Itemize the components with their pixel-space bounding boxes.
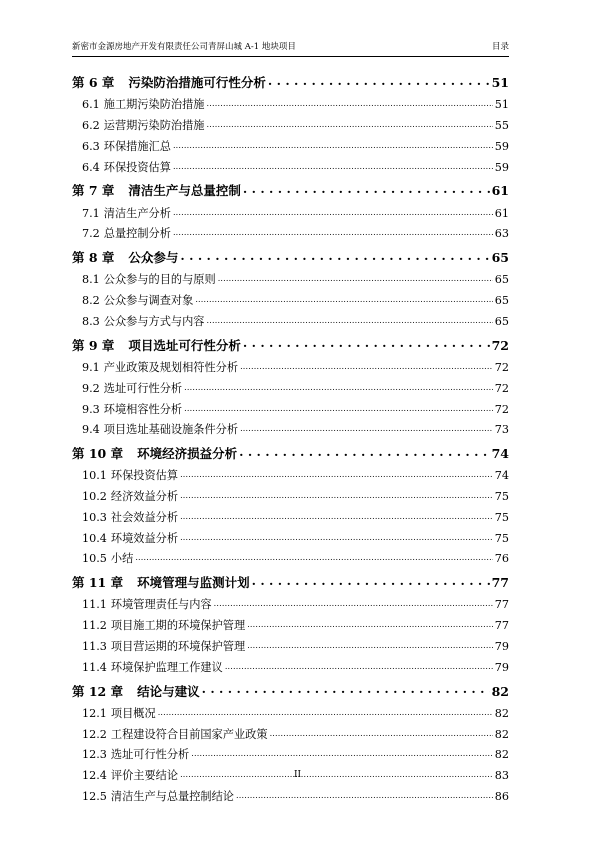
toc-section-number: 12.1 [82,706,107,720]
toc-section-label [82,95,205,116]
toc-chapter-entry[interactable] [72,245,509,270]
toc-chapter-number: 第 11 章 [72,575,124,591]
toc-section-page: 76 [494,552,509,566]
toc-section-label [82,116,205,137]
toc-section-number: 9.3 [82,402,100,416]
dot-leader [247,639,493,650]
toc-section-entry[interactable] [72,137,509,158]
toc-section-title: 经济效益分析 [110,490,179,504]
dot-leader [252,575,490,588]
toc-section-title: 施工期污染防治措施 [103,98,205,112]
toc-chapter-label [72,70,266,95]
dot-leader [173,139,493,150]
toc-section-label [82,725,268,746]
toc-section-page: 61 [494,206,509,220]
toc-section-label [82,745,189,766]
toc-section-title: 环境管理责任与内容 [110,598,212,612]
toc-chapter-number: 第 12 章 [72,683,124,699]
toc-section-label [82,616,245,637]
toc-section-page: 83 [494,769,509,783]
toc-section-page: 65 [494,314,509,328]
toc-section-label [82,704,156,725]
toc-chapter-page: 61 [491,183,509,199]
toc-section-number: 10.5 [82,552,107,566]
toc-section-entry[interactable] [72,95,509,116]
toc-chapter-page: 82 [491,683,509,699]
toc-chapter-entry[interactable] [72,679,509,704]
toc-section-number: 7.1 [82,206,100,220]
toc-section-page: 65 [494,294,509,308]
toc-section-entry[interactable] [72,637,509,658]
toc-section-number: 10.1 [82,469,107,483]
toc-section-number: 10.4 [82,531,107,545]
dot-leader [236,789,493,800]
dot-leader [268,75,490,88]
dot-leader [214,597,493,608]
toc-section-title: 环境效益分析 [110,531,179,545]
toc-section-entry[interactable] [72,725,509,746]
toc-chapter-entry[interactable] [72,178,509,203]
toc-section-label [82,658,223,679]
dot-leader [207,97,493,108]
dot-leader [191,747,493,758]
page-header [72,40,509,54]
toc-chapter [72,679,509,808]
toc-chapter-number: 第 6 章 [72,75,115,90]
toc-section-entry[interactable] [72,379,509,400]
toc-section-title: 选址可行性分析 [103,381,183,395]
toc-chapter [72,245,509,333]
toc-chapter [72,570,509,678]
toc-chapter-entry[interactable] [72,441,509,466]
toc-section-label [82,158,171,179]
toc-section-page: 51 [494,98,509,112]
toc-section-title: 项目施工期的环境保护管理 [110,619,246,633]
dot-leader [239,446,489,459]
toc-section-number: 7.2 [82,227,100,241]
toc-section-page: 82 [494,727,509,741]
toc-section-label [82,270,216,291]
toc-section-label [82,508,178,529]
toc-section-page: 75 [494,490,509,504]
toc-section-label [82,529,178,550]
toc-section-title: 公众参与方式与内容 [103,314,205,328]
toc-section-page: 75 [494,531,509,545]
dot-leader [180,510,493,521]
toc-section-title: 环境保护监理工作建议 [110,660,223,674]
toc-section-number: 11.1 [82,598,107,612]
toc-section-title: 公众参与调查对象 [103,294,194,308]
dot-leader [195,293,492,304]
toc-section-label [82,787,234,808]
toc-section-label [82,224,171,245]
toc-section-entry[interactable] [72,270,509,291]
toc-section-title: 环保投资估算 [103,160,171,174]
toc-chapter-number: 第 9 章 [72,337,115,353]
dot-leader [218,272,493,283]
toc-section-number: 9.2 [82,381,100,395]
toc-section-number: 11.3 [82,640,107,654]
toc-chapter-title: 清洁生产与总量控制 [128,183,241,199]
toc-section-label [82,549,133,570]
dot-leader [184,381,493,392]
toc-chapter-number: 第 8 章 [72,250,115,266]
toc-chapter-page: 65 [491,250,509,266]
dot-leader [180,468,493,479]
toc-section-title: 项目选址基础设施条件分析 [103,423,239,437]
dot-leader [240,422,493,433]
toc-chapter [72,333,509,441]
toc-section-entry[interactable] [72,787,509,808]
toc-chapter-entry[interactable] [72,333,509,358]
toc-section-page: 63 [494,227,509,241]
toc-section-label [82,595,212,616]
toc-section-page: 75 [494,510,509,524]
dot-leader [243,337,490,350]
toc-section-page: 72 [494,360,509,374]
dot-leader [173,226,493,237]
toc-chapter-label [72,178,241,203]
toc-chapter-title: 污染防治措施可行性分析 [128,75,266,90]
toc-section-title: 社会效益分析 [110,510,179,524]
toc-chapter-page: 51 [491,75,509,90]
dot-leader [180,250,489,263]
toc-section-entry[interactable] [72,745,509,766]
toc-section-entry[interactable] [72,158,509,179]
toc-section-page: 59 [494,160,509,174]
toc-section-number: 12.4 [82,769,107,783]
toc-section-page: 74 [494,469,509,483]
toc-section-title: 环保投资估算 [110,469,179,483]
toc-chapter-page: 74 [491,446,509,462]
toc-section-entry[interactable] [72,420,509,441]
toc-section-number: 8.2 [82,294,100,308]
toc-section-entry[interactable] [72,616,509,637]
toc-chapter-entry[interactable] [72,570,509,595]
toc-section-label [82,358,238,379]
toc-section-entry[interactable] [72,291,509,312]
dot-leader [173,159,493,170]
dot-leader [225,660,493,671]
dot-leader [135,551,492,562]
toc-section-page: 65 [494,273,509,287]
toc-section-entry[interactable] [72,549,509,570]
toc-section-number: 12.3 [82,748,107,762]
dot-leader [240,360,493,371]
toc-chapter-number: 第 10 章 [72,446,124,462]
toc-chapter-entry[interactable] [72,70,509,95]
toc-section-label [82,487,178,508]
toc-section-entry[interactable] [72,358,509,379]
toc-chapter-label [72,441,237,466]
dot-leader [180,489,493,500]
toc-section-page: 79 [494,660,509,674]
toc-section-number: 6.2 [82,118,100,132]
toc-section-label [82,204,171,225]
dot-leader [184,401,493,412]
toc-chapter-title: 环境经济损益分析 [137,446,238,462]
toc-section-number: 9.4 [82,423,100,437]
toc-chapter-title: 公众参与 [128,250,179,266]
toc-section-page: 82 [494,748,509,762]
toc-section-entry[interactable] [72,312,509,333]
toc-section-page: 72 [494,381,509,395]
toc-section-page: 59 [494,139,509,153]
toc-section-number: 9.1 [82,360,100,374]
toc-chapter-label [72,679,200,704]
toc-chapter-page: 77 [491,575,509,591]
toc-chapter-title: 结论与建议 [137,683,200,699]
toc-section-title: 项目概况 [110,706,156,720]
toc-section-page: 55 [494,118,509,132]
toc-section-number: 6.1 [82,98,100,112]
dot-leader [158,706,493,717]
toc-section-label [82,291,193,312]
toc-section-title: 评价主要结论 [110,769,179,783]
dot-leader [247,618,493,629]
toc-section-number: 12.2 [82,727,107,741]
toc-section-number: 11.4 [82,660,107,674]
toc-section-title: 项目营运期的环境保护管理 [110,640,246,654]
toc-section-title: 清洁生产与总量控制结论 [110,790,234,804]
toc-section-page: 77 [494,598,509,612]
toc-section-number: 6.4 [82,160,100,174]
toc-section-number: 8.3 [82,314,100,328]
header-divider [72,56,509,57]
toc-chapter-title: 环境管理与监测计划 [137,575,250,591]
table-of-contents [72,70,509,808]
toc-section-entry[interactable] [72,400,509,421]
toc-section-entry[interactable] [72,595,509,616]
toc-chapter-page: 72 [491,337,509,353]
toc-section-label [82,637,245,658]
toc-section-title: 清洁生产分析 [103,206,171,220]
toc-section-entry[interactable] [72,658,509,679]
toc-chapter [72,178,509,245]
toc-section-title: 选址可行性分析 [110,748,190,762]
toc-section-title: 总量控制分析 [103,227,171,241]
toc-section-label [82,379,182,400]
toc-section-number: 8.1 [82,273,100,287]
toc-section-title: 运营期污染防治措施 [103,118,205,132]
toc-section-title: 环保措施汇总 [103,139,171,153]
toc-section-title: 产业政策及规划相符性分析 [103,360,239,374]
dot-leader [207,314,493,325]
toc-chapter-label [72,333,241,358]
dot-leader [243,183,490,196]
dot-leader [173,205,493,216]
dot-leader [270,726,493,737]
toc-section-entry[interactable] [72,204,509,225]
toc-section-page: 72 [494,402,509,416]
header-title: 新密市金源房地产开发有限责任公司青屏山城 A-1 地块项目 [72,42,296,52]
dot-leader [207,118,493,129]
toc-chapter-number: 第 7 章 [72,183,115,199]
toc-section-label [82,400,182,421]
toc-section-label [82,312,205,333]
toc-section-entry[interactable] [72,529,509,550]
toc-section-number: 6.3 [82,139,100,153]
toc-section-entry[interactable] [72,224,509,245]
dot-leader [202,683,490,696]
toc-chapter-label [72,245,178,270]
toc-section-page: 73 [494,423,509,437]
toc-section-number: 11.2 [82,619,107,633]
toc-section-title: 公众参与的目的与原则 [103,273,216,287]
toc-chapter-title: 项目选址可行性分析 [128,337,241,353]
toc-section-label [82,420,238,441]
toc-section-label [82,137,171,158]
toc-section-title: 工程建设符合目前国家产业政策 [110,727,268,741]
toc-section-page: 79 [494,640,509,654]
toc-section-entry[interactable] [72,508,509,529]
toc-section-label [82,466,178,487]
toc-chapter [72,70,509,178]
header-section: 目录 [491,42,509,52]
toc-section-page: 77 [494,619,509,633]
toc-section-entry[interactable] [72,487,509,508]
toc-section-entry[interactable] [72,466,509,487]
toc-section-page: 86 [494,790,509,804]
toc-section-number: 10.2 [82,490,107,504]
toc-section-number: 10.3 [82,510,107,524]
toc-chapter-label [72,570,250,595]
toc-section-page: 82 [494,706,509,720]
toc-section-entry[interactable] [72,704,509,725]
dot-leader [180,531,493,542]
toc-section-title: 环境相容性分析 [103,402,183,416]
toc-section-title: 小结 [110,552,134,566]
page-number: II [293,770,302,780]
toc-section-entry[interactable] [72,116,509,137]
toc-section-number: 12.5 [82,790,107,804]
toc-chapter [72,441,509,570]
